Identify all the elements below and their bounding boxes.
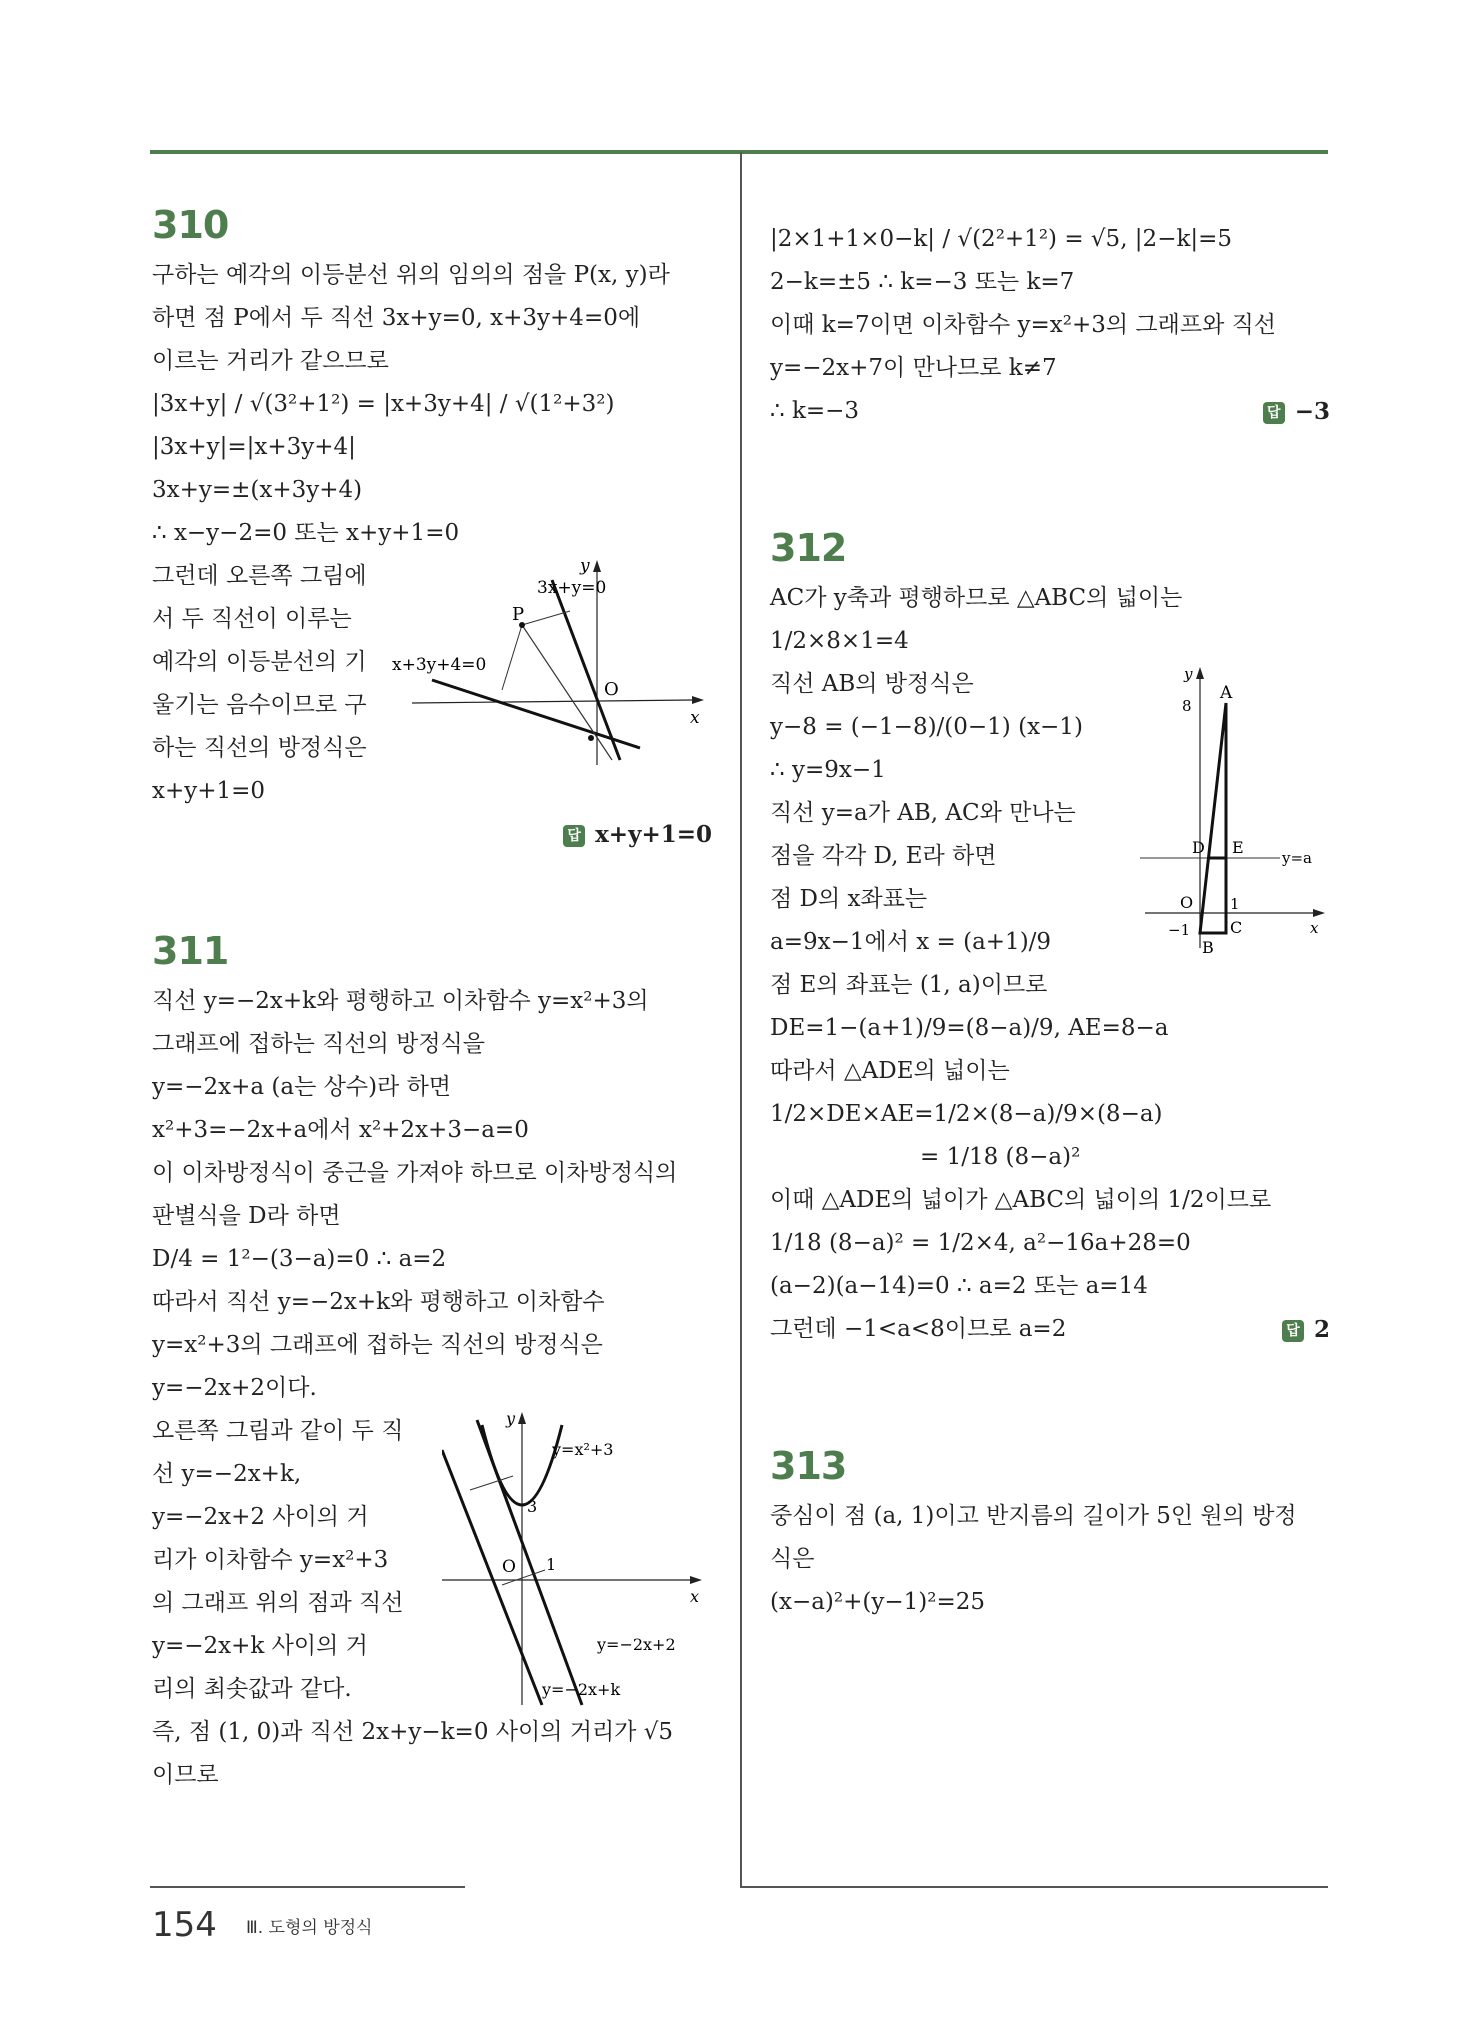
text-line: y=−2x+7이 만나므로 k≠7 <box>770 355 1057 381</box>
triangle-abc <box>1200 703 1226 933</box>
text-line: 직선 AB의 방정식은 <box>770 671 974 697</box>
text-line: y=−2x+a (a는 상수)라 하면 <box>152 1074 452 1100</box>
label-a: A <box>1220 683 1233 703</box>
problem-number: 313 <box>770 1444 847 1488</box>
answer-310 <box>152 813 712 856</box>
label-y-a: y=a <box>1282 849 1312 867</box>
intersection-point <box>588 735 594 741</box>
bottom-rule-left <box>150 1886 465 1888</box>
label-line2: x+3y+4=0 <box>392 655 487 675</box>
problem-number: 310 <box>152 203 229 247</box>
line-3x-y <box>552 580 620 760</box>
text-line: 그래프에 접하는 직선의 방정식을 <box>152 1031 485 1057</box>
distance-segment-1 <box>470 1476 513 1490</box>
text-line: 판별식을 D라 하면 <box>152 1203 341 1229</box>
text-line: 이 이차방정식이 중근을 가져야 하므로 이차방정식의 <box>152 1160 678 1186</box>
text-line: AC가 y축과 평행하므로 △ABC의 넓이는 <box>770 585 1183 611</box>
text-line: 즉, 점 (1, 0)과 직선 2x+y−k=0 사이의 거리가 √5 <box>152 1719 673 1745</box>
label-line-b: y=−2x+k <box>542 1680 621 1699</box>
triangle-figure <box>1140 663 1330 953</box>
text-line: DE=1−(a+1)/9=(8−a)/9, AE=8−a <box>770 1015 1169 1041</box>
text-line: 2−k=±5 ∴ k=−3 또는 k=7 <box>770 269 1075 295</box>
figure-row <box>152 555 712 813</box>
text-line: 예각의 이등분선의 기 <box>152 649 367 675</box>
label-8: 8 <box>1182 697 1192 715</box>
line-2 <box>442 1450 542 1705</box>
answer-value: −3 <box>1294 398 1330 425</box>
label-1: 1 <box>1230 895 1240 913</box>
text-line: 오른쪽 그림과 같이 두 직 <box>152 1418 404 1444</box>
text-line: 하면 점 P에서 두 직선 3x+y=0, x+3y+4=0에 <box>152 305 641 331</box>
text-line: y=x²+3의 그래프에 접하는 직선의 방정식은 <box>152 1332 603 1358</box>
problem-number: 312 <box>770 526 847 570</box>
label-y: y <box>1184 665 1193 683</box>
text-line: 울기는 음수이므로 구 <box>152 692 367 718</box>
answer-mark: 답 <box>1282 1320 1304 1342</box>
text-line: y=−2x+2 사이의 거 <box>152 1504 369 1530</box>
top-rule <box>150 150 1328 154</box>
label-c: C <box>1230 918 1243 937</box>
text-line: 이때 △ADE의 넓이가 △ABC의 넓이의 1/2이므로 <box>770 1187 1272 1213</box>
text-line: 그런데 −1<a<8이므로 a=2 <box>770 1316 1067 1342</box>
text-line: 식은 <box>770 1546 815 1572</box>
label-p: P <box>512 604 525 625</box>
right-column <box>770 218 1330 1624</box>
left-column <box>152 200 712 1797</box>
label-minus-1: −1 <box>1168 921 1191 939</box>
label-o: O <box>1180 893 1194 912</box>
x-axis-arrow <box>692 696 704 704</box>
text-line: 따라서 △ADE의 넓이는 <box>770 1058 1010 1084</box>
page-footer <box>152 1905 372 1945</box>
text-line: 점 E의 좌표는 (1, a)이므로 <box>770 972 1048 998</box>
x-axis <box>412 700 692 703</box>
label-x: x <box>690 708 700 728</box>
x-axis-arrow <box>690 1576 702 1584</box>
y-axis-arrow <box>593 560 601 572</box>
bisector-line <box>522 625 612 760</box>
perpendicular-2 <box>502 625 522 690</box>
problem-311 <box>152 926 712 1797</box>
text-line: ∴ y=9x−1 <box>770 757 886 783</box>
text-line: 중심이 점 (a, 1)이고 반지름의 길이가 5인 원의 방정 <box>770 1503 1297 1529</box>
label-x: x <box>690 1587 700 1606</box>
text-line: (a−2)(a−14)=0 ∴ a=2 또는 a=14 <box>770 1273 1148 1299</box>
text-line: 점 D의 x좌표는 <box>770 886 928 912</box>
text-line: 이때 k=7이면 이차함수 y=x²+3의 그래프와 직선 <box>770 312 1277 338</box>
label-o: O <box>604 679 619 700</box>
label-line-a: y=−2x+2 <box>597 1635 676 1654</box>
label-e: E <box>1232 838 1244 857</box>
text-line: 따라서 직선 y=−2x+k와 평행하고 이차함수 <box>152 1289 605 1315</box>
text-line: |3x+y|=|x+3y+4| <box>152 434 356 460</box>
text-line: D/4 = 1²−(3−a)=0 ∴ a=2 <box>152 1246 447 1272</box>
text-line: 3x+y=±(x+3y+4) <box>152 477 363 503</box>
answer-value: 2 <box>1313 1316 1330 1343</box>
text-line: 1/2×DE×AE=1/2×(8−a)/9×(8−a) <box>770 1101 1163 1127</box>
text-line: (x−a)²+(y−1)²=25 <box>770 1589 985 1615</box>
problem-number: 311 <box>152 929 229 973</box>
text-line: y−8 = (−1−8)/(0−1) (x−1) <box>770 714 1083 740</box>
text-line: = 1/18 (8−a)² <box>920 1144 1081 1170</box>
text-line: 이므로 <box>152 1762 219 1788</box>
label-line1: 3x+y=0 <box>537 578 607 598</box>
problem-312 <box>770 523 1330 1351</box>
bottom-rule-right <box>740 1886 1328 1888</box>
text-line: |3x+y| / √(3²+1²) = |x+3y+4| / √(1²+3²) <box>152 391 615 417</box>
text-line: y=−2x+2이다. <box>152 1375 317 1401</box>
parabola-figure <box>442 1410 712 1710</box>
problem-310 <box>152 200 712 856</box>
y-axis-arrow <box>1196 667 1204 679</box>
label-d: D <box>1192 838 1205 857</box>
text-line: 그런데 오른쪽 그림에 <box>152 563 367 589</box>
text-line: 서 두 직선이 이루는 <box>152 606 352 632</box>
chapter-title: Ⅲ. 도형의 방정식 <box>246 1917 373 1938</box>
perpendicular-1 <box>522 611 570 625</box>
text-line: x+y+1=0 <box>152 778 266 804</box>
text-line: 구하는 예각의 이등분선 위의 임의의 점을 P(x, y)라 <box>152 262 670 288</box>
text-line: y=−2x+k 사이의 거 <box>152 1633 368 1659</box>
label-curve: y=x²+3 <box>552 1440 614 1459</box>
label-y: y <box>580 556 590 576</box>
label-3: 3 <box>527 1497 538 1516</box>
text-line: 1/18 (8−a)² = 1/2×4, a²−16a+28=0 <box>770 1230 1191 1256</box>
text-line: x²+3=−2x+a에서 x²+2x+3−a=0 <box>152 1117 529 1143</box>
answer-value: x+y+1=0 <box>595 821 712 848</box>
text-line: 리가 이차함수 y=x²+3 <box>152 1547 389 1573</box>
column-divider <box>740 152 742 1888</box>
y-axis-arrow <box>518 1412 526 1424</box>
text-line: 리의 최솟값과 같다. <box>152 1676 352 1702</box>
text-line: ∴ k=−3 <box>770 398 860 424</box>
text-line: 이르는 거리가 같으므로 <box>152 348 389 374</box>
problem-311-continued <box>770 218 1330 433</box>
figure-row <box>770 663 1330 964</box>
label-y: y <box>506 1410 516 1428</box>
answer-mark: 답 <box>1263 402 1285 424</box>
text-line: 의 그래프 위의 점과 직선 <box>152 1590 404 1616</box>
text-line: 1/2×8×1=4 <box>770 628 909 654</box>
text-line: 직선 y=−2x+k와 평행하고 이차함수 y=x²+3의 <box>152 988 649 1014</box>
line-k <box>477 1420 582 1705</box>
text-line: 하는 직선의 방정식은 <box>152 735 367 761</box>
text-line: 직선 y=a가 AB, AC와 만나는 <box>770 800 1076 826</box>
x-axis-arrow <box>1313 909 1325 917</box>
bisector-figure <box>392 555 712 775</box>
label-x: x <box>1310 919 1319 937</box>
figure-row <box>152 1410 712 1711</box>
label-b: B <box>1202 938 1214 953</box>
text-line: ∴ x−y−2=0 또는 x+y+1=0 <box>152 520 460 546</box>
text-line: |2×1+1×0−k| / √(2²+1²) = √5, |2−k|=5 <box>770 226 1233 252</box>
text-line: 점을 각각 D, E라 하면 <box>770 843 997 869</box>
label-o: O <box>502 1557 516 1577</box>
page-number: 154 <box>152 1905 217 1945</box>
text-line: a=9x−1에서 x = (a+1)/9 <box>770 929 1052 955</box>
answer-mark: 답 <box>563 825 585 847</box>
text-line: 선 y=−2x+k, <box>152 1461 302 1487</box>
problem-313 <box>770 1441 1330 1624</box>
label-1: 1 <box>546 1555 557 1574</box>
